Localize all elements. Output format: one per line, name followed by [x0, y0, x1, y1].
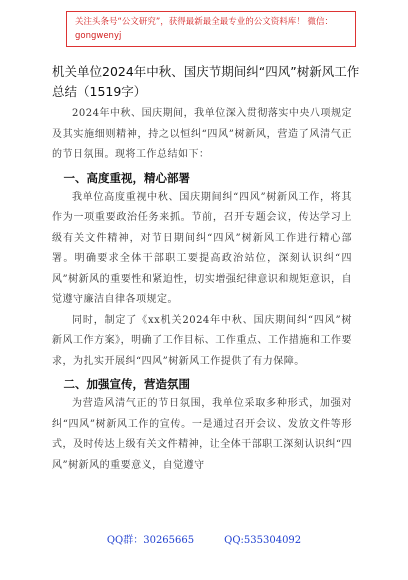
paragraph-section2-a: 为营造风清气正的节日氛围，我单位采取多种形式，加强对纠“四风”树新风工作的宣传。一是通过召开会议、发放文件等形式，及时传达上级有关文件精神，让全体干部职工深刻认识纠“四风”树新风的重要意义，自觉遵守 — [52, 398, 352, 471]
qq-group-number: QQ群：30265665 — [106, 535, 195, 546]
paragraph-section1-a: 我单位高度重视中秋、国庆期间纠“四风”树新风工作，将其作为一项重要政治任务来抓。节前，召开专题会议，传达学习上级有关文件精神，对节日期间纠“四风”树新风工作进行精心部署。明确要求全体干部职工要提高政治站位，深刻认识纠“四风”树新风的重要性和紧迫性，切实增强纪律意识和规矩意识，自觉遵守廉洁自律各项规定。 — [52, 191, 352, 305]
document-title: 机关单位2024年中秋、国庆节期间纠“四风”树新风工作 总结（1519字） — [52, 64, 360, 99]
contact-footer — [0, 534, 408, 548]
section-heading-2: 二、加强宣传，营造氛围 — [63, 377, 190, 391]
document-body — [52, 104, 352, 476]
section-heading-1: 一、高度重视，精心部署 — [63, 170, 190, 185]
paragraph-intro: 2024年中秋、国庆期间，我单位深入贯彻落实中央八项规定及其实施细则精神，持之以恒纠“四风”树新风，营造了风清气正的节日氛围。现将工作总结如下： — [52, 108, 352, 160]
paragraph-section1-b: 同时，制定了《xx机关2024年中秋、国庆期间纠“四风”树新风工作方案》，明确了工作目标、工作重点、工作措施和工作要求，为扎实开展纠“四风”树新风工作提供了有力保障。 — [52, 314, 352, 367]
promo-banner: 关注头条号“公文研究”，获得最新最全最专业的公文资料库！ 微信：gongwenyj — [66, 11, 356, 47]
qq-contact-number: QQ:535304092 — [224, 535, 302, 546]
